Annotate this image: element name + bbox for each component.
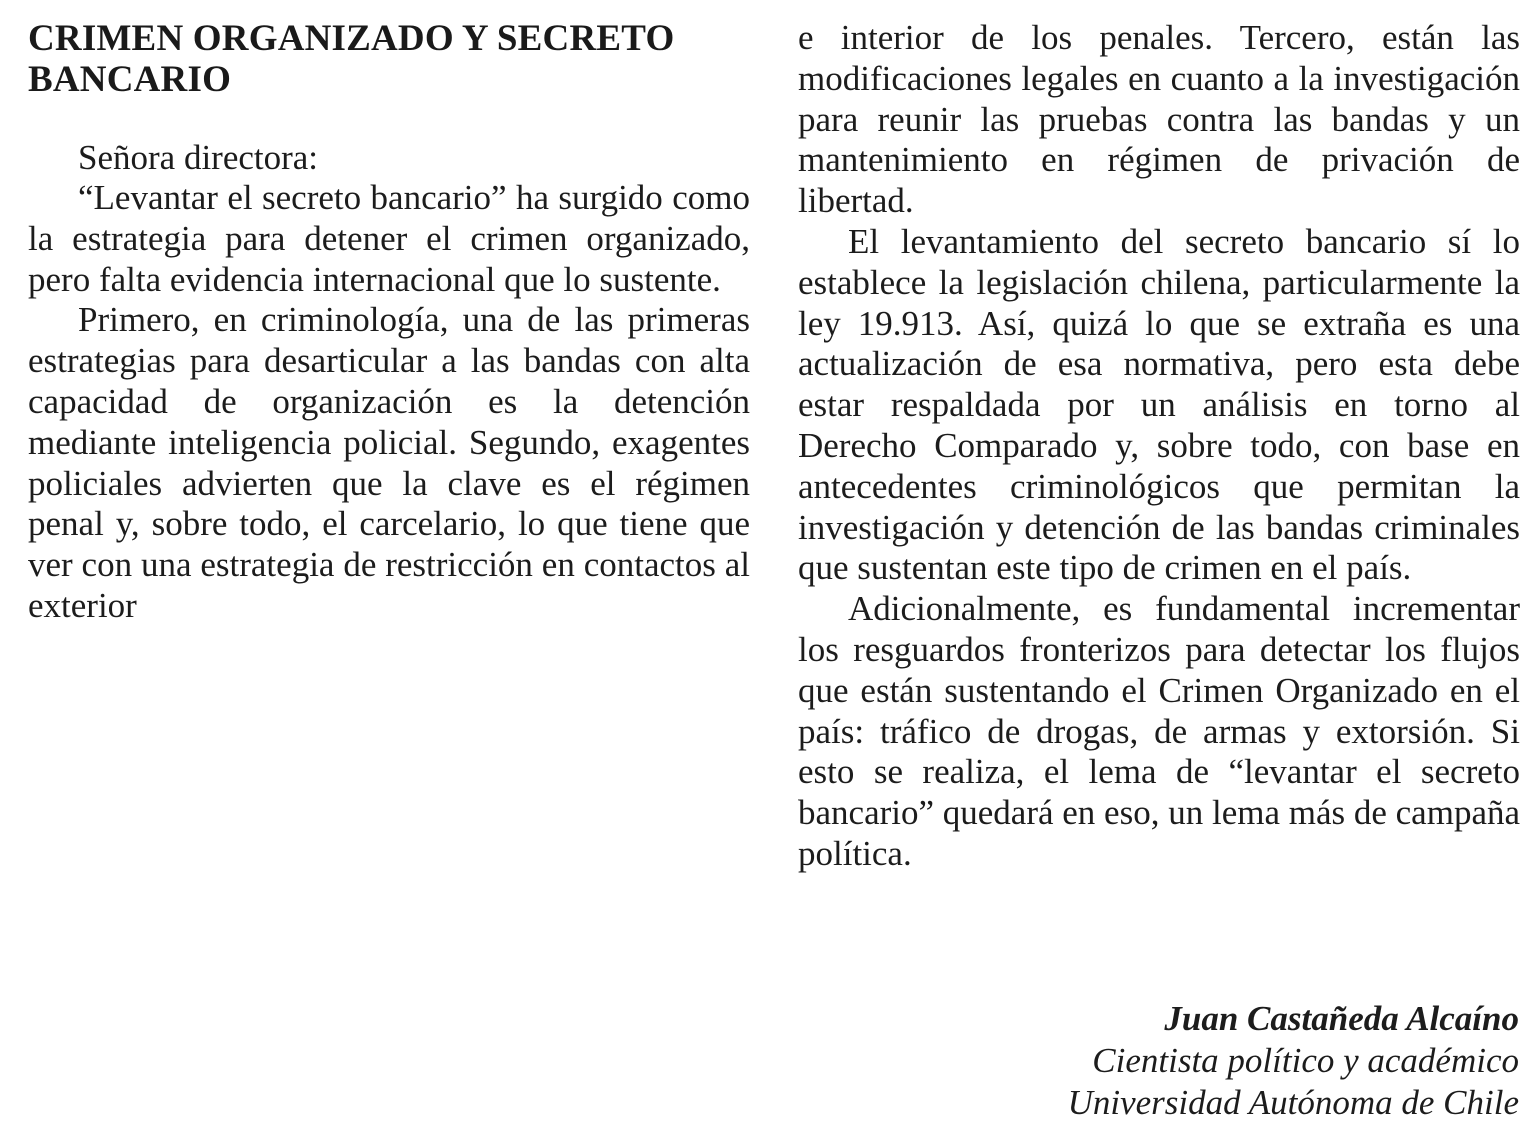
author-role: Cientista político y académico	[1092, 1041, 1519, 1080]
signature-block	[1068, 998, 1519, 1124]
right-column	[798, 18, 1520, 875]
article-title: CRIMEN ORGANIZADO Y SECRETO BANCARIO	[28, 18, 675, 100]
paragraph-1: “Levantar el secreto bancario” ha surgido como la estrategia para detener el crimen organizado, pero falta evidencia internacional que lo sustente.	[28, 178, 750, 299]
author-institution: Universidad Autónoma de Chile	[1067, 1083, 1519, 1122]
paragraph-3: El levantamiento del secreto bancario sí lo establece la legislación chilena, particularmente la ley 19.913. Así, quizá lo que se extraña es una actualización de esa normativa, pero esta debe estar respaldada por un análisis en torno al Derecho Comparado y, sobre todo, con base en antecedentes criminológicos que permitan la investigación y detención de las bandas criminales que sustentan este tipo de crimen en el país.	[798, 221, 1520, 588]
paragraph-2: Primero, en criminología, una de las primeras estrategias para desarticular a las bandas con alta capacidad de organización es la detención mediante inteligencia policial. Segundo, exagentes policiales advierten que la clave es el régimen penal y, sobre todo, el carcelario, lo que tiene que ver con una estrategia de restricción en contactos al exterior	[28, 300, 750, 625]
paragraph-4: Adicionalmente, es fundamental incrementar los resguardos fronterizos para detectar los flujos que están sustentando el Crimen Organizado en el país: tráfico de drogas, de armas y extorsión. Si esto se realiza, el lema de “levantar el secreto bancario” quedará en eso, un lema más de campaña política.	[798, 589, 1521, 873]
author-name: Juan Castañeda Alcaíno	[1164, 999, 1519, 1038]
paragraph-2-continued: e interior de los penales. Tercero, están las modificaciones legales en cuanto a la investigación para reunir las pruebas contra las bandas y un mantenimiento en régimen de privación de libertad.	[798, 18, 1520, 221]
left-column	[28, 18, 750, 627]
salutation: Señora directora:	[78, 138, 319, 177]
